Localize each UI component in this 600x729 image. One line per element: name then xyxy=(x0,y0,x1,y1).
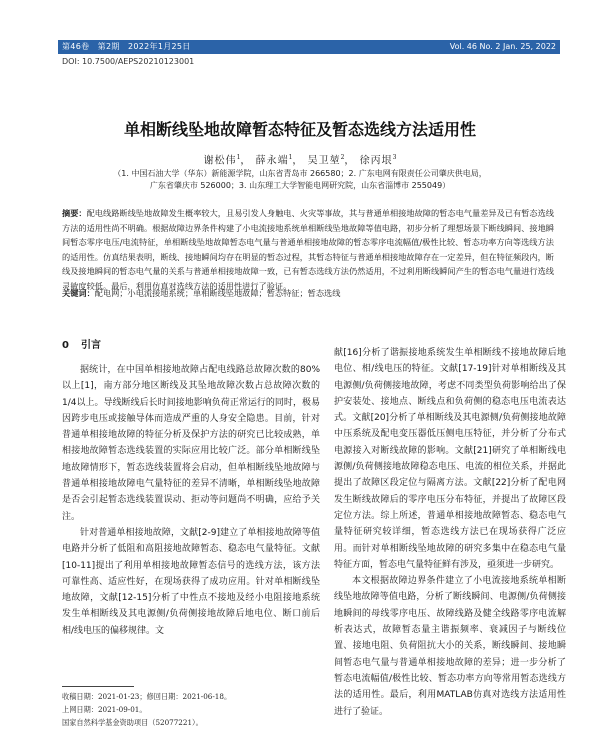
header-volume-date: 第46卷 第2期 2022年1月25日 xyxy=(62,42,191,51)
paper-title: 单相断线坠地故障暂态特征及暂态选线方法适用性 xyxy=(123,120,476,139)
body-paragraph: 针对普通单相接地故障，文献[2-9]建立了单相接地故障等值电路并分析了低阻和高阻接地故障暂态、稳态电气量特征。文献[10-11]提出了利用单相接地故障暂态信号的选线方法，该方法可靠性高、适应性好，在现场获得了成功应用。针对单相断线坠地故障，文献[12-15]分析了中性点不接地及经小电阻接地系统发生单相断线及其电源侧/负荷侧接地故障后地电位、断口前后相/线电压的偏移规律。文 xyxy=(62,527,320,636)
author-name: 徐丙垠 xyxy=(359,155,393,167)
affiliation-line: （1. 中国石油大学（华东）新能源学院，山东省青岛市 266580；2. 广东电网有限责任公司肇庆供电局， xyxy=(113,169,487,178)
abstract-label: 摘要： xyxy=(62,208,87,218)
body-paragraph: 献[16]分析了谐振接地系统发生单相断线不接地故障后地电位、相/线电压的特征。文献[17-19]针对单相断线及其电源侧/负荷侧接地故障，考虑不同类型负荷影响给出了保护安装处、接地点、断线点和负荷侧的稳态电压电流表达式。文献[20]分析了单相断线及其电源侧/负荷侧接地故障中压系统及配电变压器低压侧电压特征，并分析了分布式电源接入对断线故障的影响。文献[21]研究了单相断线电源侧/负荷侧接地故障稳态电压、电流的相位关系，并据此提出了故障区段定位与隔离方法。文献[22]分析了配电网发生断线故障后的零序电压分布特征，并提出了故障区段定位方法。综上所述，普通单相接地故障暂态、稳态电气量特征研究较详细，暂态选线方法已在现场获得广泛应用。而针对单相断线坠地故障的研究多集中在稳态电气量特征方面，暂态电气量特征鲜有涉及，亟须进一步研究。 xyxy=(334,348,566,570)
abstract xyxy=(62,206,554,293)
keywords-text: 配电网；小电流接地系统；单相断线坠地故障；暂态特征；暂态选线 xyxy=(94,288,341,298)
body-paragraph: 据统计，在中国单相接地故障占配电线路总故障次数的80%以上[1]，南方部分地区断线及其坠地故障次数占总故障次数的1/4以上。导线断线后长时间接地影响负荷正常运行的同时，极易因跨步电压或接触导体而造成严重的人身安全隐患。目前，针对普通单相接地故障的特征分析及保护方法的研究已比较成熟，单相接地故障暂态选线装置的实际应用比较广泛。部分单相断线坠地故障情形下，暂态选线装置将会启动，但单相断线坠地故障与普通单相接地故障电气量特征的差异不清晰，单相断线坠地故障是否会引起暂态选线装置误动、拒动等问题尚不明确，应给予关注。 xyxy=(62,365,320,522)
author-name: 吴卫堃 xyxy=(307,155,341,167)
keywords xyxy=(62,287,554,299)
section-heading xyxy=(62,338,320,354)
author-affiliation-mark: 3 xyxy=(392,154,397,161)
section-number: 0 xyxy=(62,340,69,351)
keywords-label: 关键词： xyxy=(62,288,95,298)
affiliation-line: 广东省肇庆市 526000；3. 山东理工大学智能电网研究院，山东省淄博市 255049） xyxy=(149,181,451,190)
right-column xyxy=(334,345,566,720)
footnotes xyxy=(62,690,231,729)
abstract-text: 配电线路断线坠地故障发生概率较大，且易引发人身触电、火灾等事故，其与普通单相接地故障的暂态电气量差异及已有暂态选线方法的适用性尚不明确。根据故障边界条件构建了小电流接地系统单相断线坠地故障等值电路，初步分析了理想场景下断线瞬间、接地瞬间暂态零序电压/电流特征，单相断线坠地故障暂态电气量与普通单相接地故障的暂态零序电流幅值/极性比较、暂态功率方向等选线方法的适用性。仿真结果表明，断线、接地瞬间均存在明显的暂态过程，其暂态特征与普通单相接地故障存在一定差异，但在特征频段内，断线及接地瞬间的暂态电气量的关系与普通单相接地故障一致，已有暂态选线方法仍然适用，不过利用断线瞬间产生的暂态电气量进行选线灵敏度较低。最后，利用仿真对选线方法的适用性进行了验证。 xyxy=(62,208,554,291)
section-title: 引言 xyxy=(80,340,101,351)
footnote-divider xyxy=(62,686,134,687)
author-affiliation-mark: 1 xyxy=(288,154,293,161)
author-affiliation-mark: 1 xyxy=(236,154,241,161)
author-list: 谢松伟$^1$， 薛永端$^1$， 吴卫堃$^2$， 徐丙垠$^3$ xyxy=(203,154,397,167)
body-paragraph: 本文根据故障边界条件建立了小电流接地系统单相断线坠地故障等值电路，分析了断线瞬间、电源侧/负荷侧接地瞬间的母线零序电压、故障线路及健全线路零序电流解析表达式，故障暂态量主谐振频率、衰减因子与断线位置、接地电阻、负荷阻抗大小的关系，断线瞬间、接地瞬间暂态电气量与普通单相接地故障的差异；进一步分析了暂态电流幅值/极性比较、暂态功率方向等常用暂态选线方法的适用性。最后，利用MATLAB仿真对选线方法适用性进行了验证。 xyxy=(334,576,566,717)
author-name: 谢松伟 xyxy=(203,155,237,167)
header-volume-date-en: Vol. 46 No. 2 Jan. 25, 2022 xyxy=(449,42,556,51)
footnote-received: 收稿日期：2021-01-23；修回日期：2021-06-18。 xyxy=(62,692,232,701)
left-column xyxy=(62,338,320,639)
footnote-fund: 国家自然科学基金资助项目（52077221）。 xyxy=(62,718,203,727)
footnote-online: 上网日期：2021-09-01。 xyxy=(62,705,147,714)
journal-header-bar xyxy=(58,40,560,54)
author-affiliation-mark: 2 xyxy=(340,154,345,161)
doi-line: DOI: 10.7500/AEPS20210123001 xyxy=(62,57,195,66)
author-name: 薛永端 xyxy=(255,155,289,167)
affiliations xyxy=(80,168,520,192)
